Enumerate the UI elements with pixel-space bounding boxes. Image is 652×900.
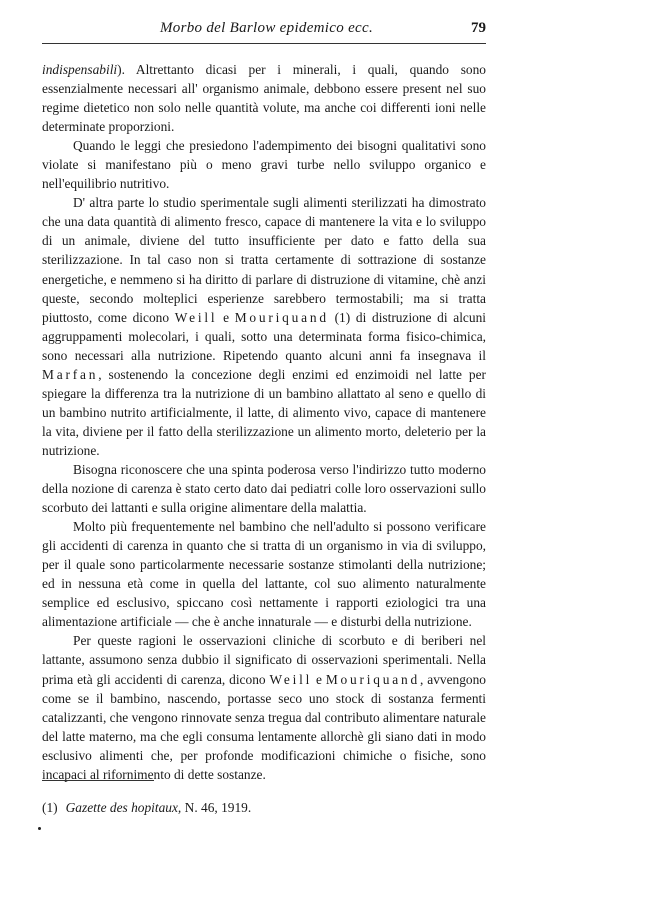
running-title: Morbo del Barlow epidemico ecc. — [160, 20, 373, 36]
author-name: Marfan — [42, 366, 99, 382]
body-text — [42, 60, 486, 784]
footnote-publication: Gazette des hopitaux, — [65, 800, 182, 815]
paragraph-1: indispensabili). Altrettanto dicasi per i minerali, i quali, quando sono essenzialmente necessari all' organismo animale, debbono essere present nel suo regime dietetico non solo nelle quantità volute, ma anche coi differenti ioni nelle determinate proporzioni. — [42, 62, 486, 135]
footnote — [42, 800, 486, 816]
header-rule — [42, 43, 486, 44]
paragraph-6: Per queste ragioni le osservazioni cliniche di scorbuto e di beriberi nel lattante, assumono senza dubbio il significato di osservazioni sperimentali. Nella prima età gli accidenti di carenza, dicono Weill e Mouriquand, avvengono come se il bambino, nascendo, portasse seco uno stock di sostanza fermenti catalizzanti, che vengono rinnovate senza tregua dal contributo alimentare naturale del latte materno, ma che egli consuma lentamente allorchè gli siano dati in modo esclusivo alimenti che, per profonde modificazioni chimiche o fisiche, sono incapaci al rifornimento di dette sostanze. — [42, 633, 487, 782]
paragraph-5: Molto più frequentemente nel bambino che nell'adulto si possono verificare gli accidenti di carenza in quanto che si tratta di un organismo in via di sviluppo, per il quale sono particolarmente necessarie sostanze stimolanti della nutrizione; ed in nessuna età come in quella del lattante, col suo alimento naturalmente semplice ed esclusivo, spiccano così nettamente i rapporti eziologici tra una alimentazione artificiale — che è anche innaturale — e disturbi della nutrizione. — [42, 519, 486, 630]
footnote-rule — [42, 780, 154, 781]
paragraph-4: Bisogna riconoscere che una spinta poderosa verso l'indirizzo tutto moderno della nozione di carenza è stato certo dato dai pediatri colle loro osservazioni sullo scorbuto dei lattanti e sulla origine alimentare della malattia. — [42, 461, 486, 516]
paragraph-3: D' altra parte lo studio sperimentale sugli alimenti sterilizzati ha dimostrato che una data quantità di alimento fresco, capace di mantenere la vita e lo sviluppo di un animale, diviene del tutto insufficiente per dato e fatto della sua sterilizzazione. In tal caso non si tratta certamente di sottrazione di sostanze energetiche, e nemmeno si ha diritto di parlare di distruzione di vitamine, chè anzi queste, secondo molteplici esperienze sarebbero termostabili; ma si tratta piuttosto, come dicono Weill e Mouriquand (1) di distruzione di alcuni aggruppamenti molecolari, i quali, sotto una determinata forma fisico-chimica, sono necessari alla nutrizione. Ripetendo quanto alcuni anni fa insegnava il Marfan, sostenendo la concezione degli enzimi ed enzimoidi nel latte per spiegare la differenza tra la nutrizione di un bambino allattato al seno e quello di un bambino nutrito artificialmente, il latte, di alimento vivo, capace di mantenere la vita, diviene per il fatto della sterilizzazione un alimento morto, deleterio per la nutrizione. — [42, 195, 486, 458]
page-number: 79 — [471, 20, 486, 36]
footnote-reference: (1) — [334, 309, 351, 325]
paragraph-2: Quando le leggi che presiedono l'adempimento dei bisogni qualitativi sono violate si manifestano più o meno gravi turbe nello sviluppo organico e nell'equilibrio nutritivo. — [42, 138, 486, 192]
scan-speck — [38, 827, 41, 830]
italic-term: indispensabili — [42, 62, 118, 77]
author-name: Weill — [174, 309, 218, 325]
author-name: Mouriquand — [234, 309, 329, 325]
running-header — [42, 20, 486, 42]
footnote-number: (1) — [42, 800, 58, 815]
footnote-details: N. 46, 1919. — [181, 800, 252, 815]
author-name: Weill — [269, 671, 313, 687]
author-name: Mouriquand — [325, 671, 421, 687]
